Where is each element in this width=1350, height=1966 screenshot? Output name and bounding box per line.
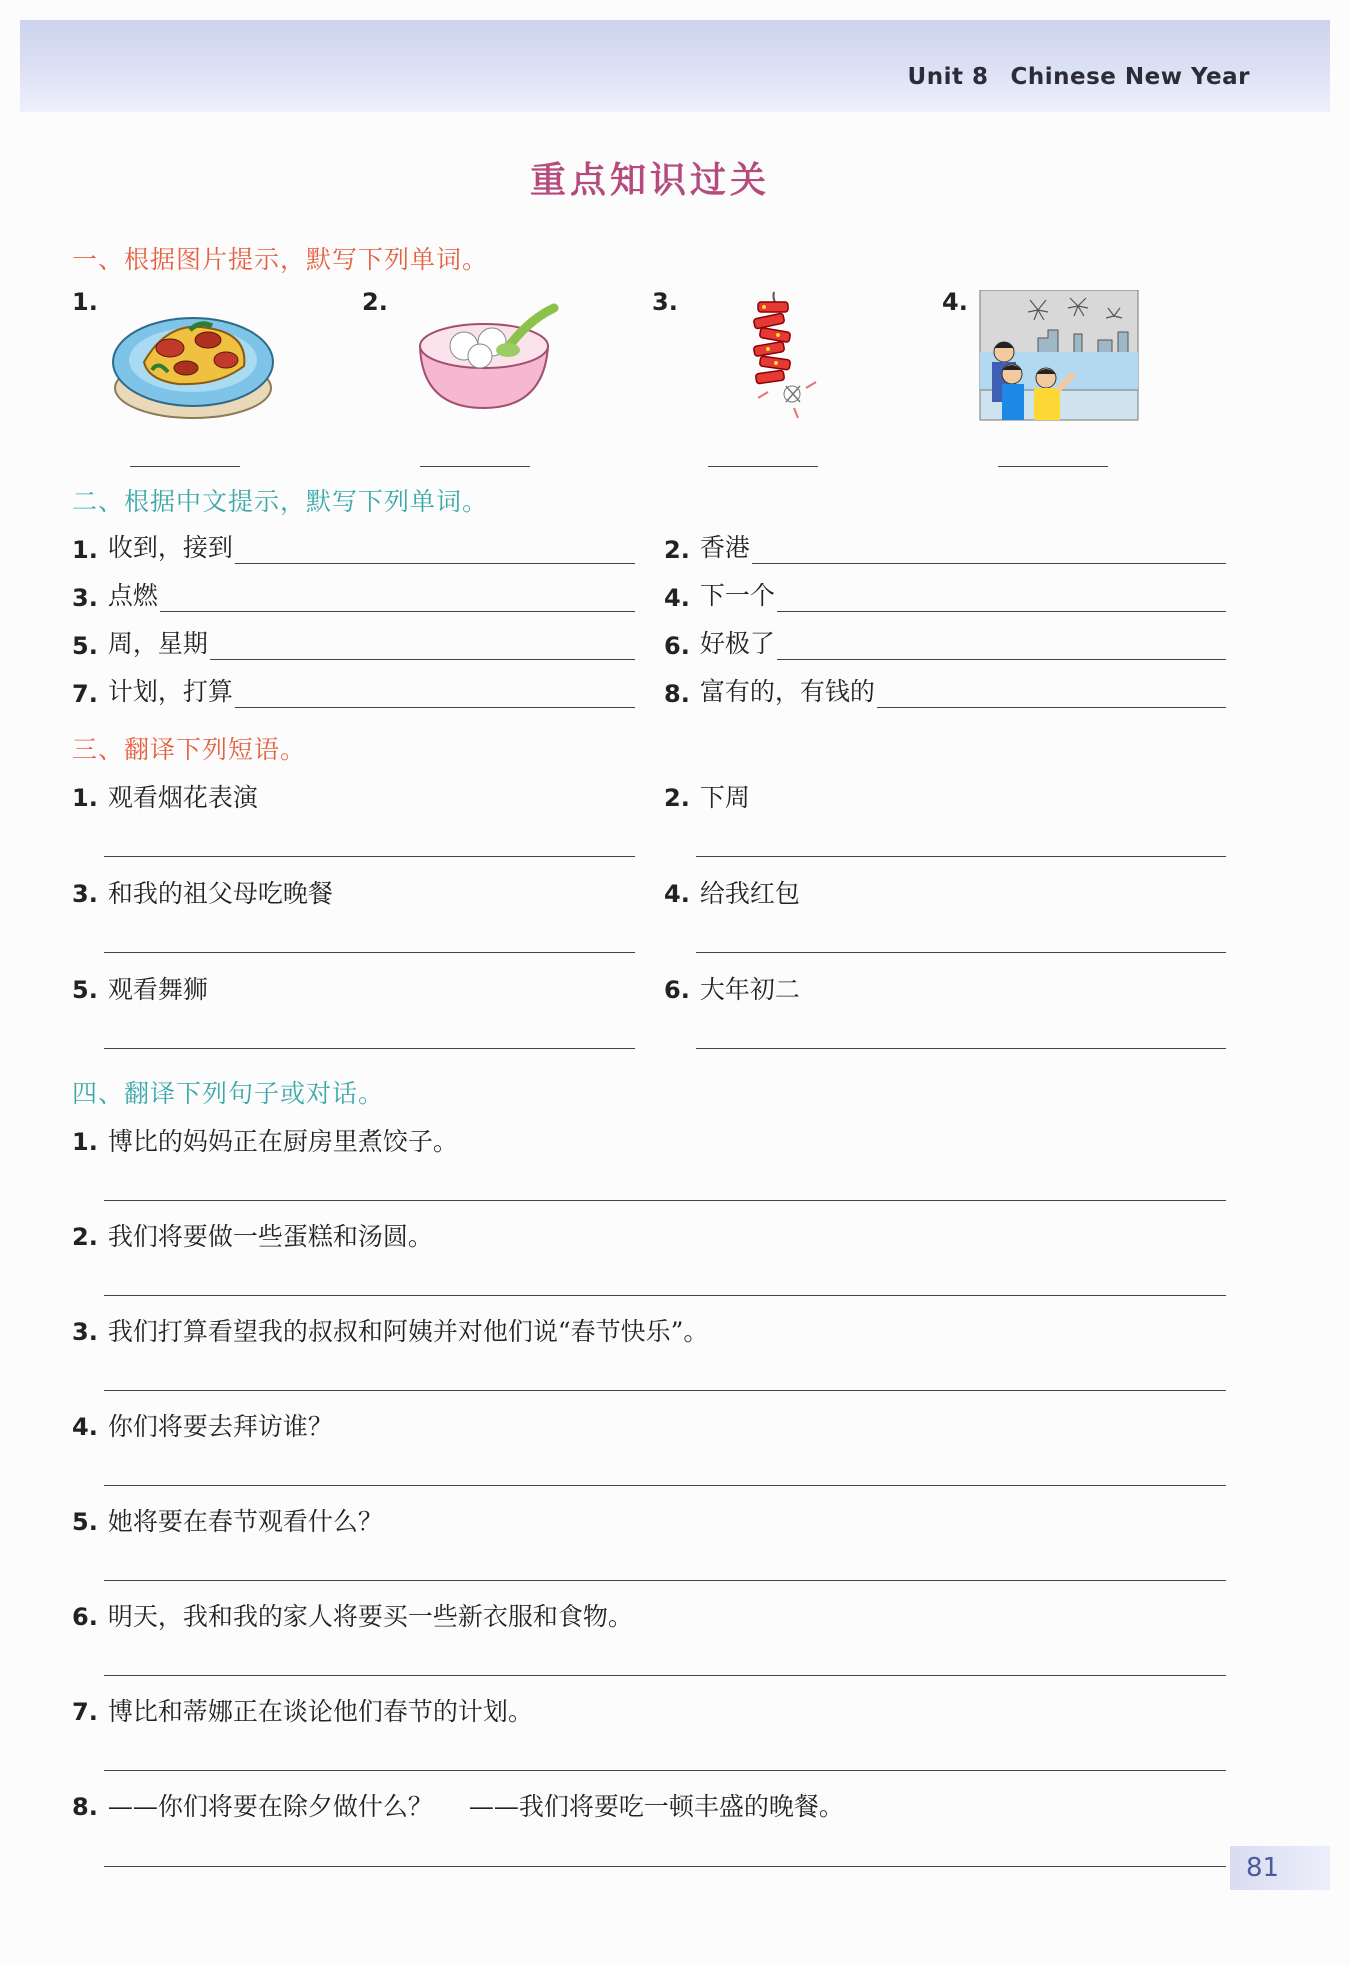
item-number: 7. [72, 680, 98, 708]
item-prompt: 你们将要去拜访谁？ [107, 1412, 333, 1441]
vocab-item-4 [664, 576, 1226, 612]
item-prompt: 博比的妈妈正在厨房里煮饺子。 [107, 1127, 458, 1156]
answer-line[interactable] [696, 856, 1226, 857]
item-number: 1. [72, 288, 98, 316]
item-number: 3. [72, 1318, 98, 1346]
section2-title: 二、根据中文提示，默写下列单词。 [72, 487, 489, 516]
tangyuan-bowl-icon [398, 290, 568, 422]
item-prompt: 我们打算看望我的叔叔和阿姨并对他们说“春节快乐”。 [107, 1317, 709, 1346]
answer-line[interactable] [420, 466, 530, 467]
phrase-item-2 [664, 778, 750, 814]
answer-line[interactable] [708, 466, 818, 467]
item-prompt: 周，星期 [107, 629, 208, 658]
answer-line[interactable] [752, 534, 1226, 564]
phrase-item-5 [72, 970, 208, 1006]
vocab-item-3 [72, 576, 635, 612]
item-number: 3. [72, 584, 98, 612]
answer-line[interactable] [104, 856, 635, 857]
answer-line[interactable] [235, 534, 635, 564]
item-prompt: 点燃 [107, 581, 158, 610]
item-prompt: 观看舞狮 [107, 975, 208, 1004]
item-prompt: 好极了 [699, 629, 775, 658]
sentence-item-6 [72, 1597, 633, 1633]
dumplings-plate-icon [108, 290, 278, 422]
answer-line[interactable] [104, 1200, 1226, 1201]
answer-line[interactable] [104, 1580, 1226, 1581]
item-prompt: 博比和蒂娜正在谈论他们春节的计划。 [107, 1697, 533, 1726]
sentence-item-5 [72, 1502, 383, 1538]
item-number: 5. [72, 1508, 98, 1536]
item-prompt: 下周 [699, 783, 750, 812]
vocab-item-8 [664, 672, 1226, 708]
item-number: 1. [72, 784, 98, 812]
fireworks-scene-icon [978, 290, 1148, 422]
item-number: 5. [72, 632, 98, 660]
answer-line[interactable] [235, 678, 635, 708]
item-number: 6. [664, 976, 690, 1004]
item-prompt: 富有的，有钱的 [699, 677, 875, 706]
sentence-item-2 [72, 1217, 433, 1253]
item-prompt: 计划，打算 [107, 677, 233, 706]
dialogue-question: ——你们将要在除夕做什么？ [107, 1792, 433, 1821]
item-number: 2. [72, 1223, 98, 1251]
unit-header [908, 64, 1250, 90]
item-number: 6. [72, 1603, 98, 1631]
vocab-item-7 [72, 672, 635, 708]
item-prompt: 香港 [699, 533, 750, 562]
dialogue-answer: ——我们将要吃一顿丰盛的晚餐。 [468, 1792, 844, 1821]
firecrackers-icon [688, 290, 858, 422]
phrase-item-3 [72, 874, 333, 910]
item-number: 6. [664, 632, 690, 660]
item-number: 4. [72, 1413, 98, 1441]
sentence-item-8 [72, 1787, 844, 1823]
item-prompt: 大年初二 [699, 975, 800, 1004]
section3-title: 三、翻译下列短语。 [72, 735, 307, 764]
item-number: 1. [72, 1128, 98, 1156]
item-number: 3. [652, 288, 678, 316]
answer-line[interactable] [104, 1295, 1226, 1296]
item-prompt: 观看烟花表演 [107, 783, 258, 812]
page-number: 81 [1230, 1846, 1330, 1890]
item-number: 2. [664, 536, 690, 564]
answer-line[interactable] [696, 1048, 1226, 1049]
phrase-item-4 [664, 874, 800, 910]
phrase-item-6 [664, 970, 800, 1006]
item-number: 4. [664, 880, 690, 908]
item-number: 2. [362, 288, 388, 316]
page-title: 重点知识过关 [529, 160, 770, 201]
item-prompt: 明天，我和我的家人将要买一些新衣服和食物。 [107, 1602, 633, 1631]
vocab-item-2 [664, 528, 1226, 564]
item-prompt: 和我的祖父母吃晚餐 [107, 879, 333, 908]
answer-line[interactable] [104, 1048, 635, 1049]
sentence-item-1 [72, 1122, 458, 1158]
vocab-item-6 [664, 624, 1226, 660]
sentence-item-3 [72, 1312, 708, 1348]
item-prompt: 她将要在春节观看什么？ [107, 1507, 383, 1536]
item-number: 4. [664, 584, 690, 612]
answer-line[interactable] [160, 582, 635, 612]
item-number: 1. [72, 536, 98, 564]
item-number: 4. [942, 288, 968, 316]
answer-line[interactable] [877, 678, 1226, 708]
answer-line[interactable] [777, 630, 1226, 660]
item-prompt: 我们将要做一些蛋糕和汤圆。 [107, 1222, 433, 1251]
phrase-item-1 [72, 778, 258, 814]
vocab-item-5 [72, 624, 635, 660]
section1-title: 一、根据图片提示，默写下列单词。 [72, 245, 489, 274]
unit-title: Chinese New Year [1010, 64, 1250, 90]
answer-line[interactable] [104, 1675, 1226, 1676]
vocab-item-1 [72, 528, 635, 564]
item-number: 8. [72, 1793, 98, 1821]
item-number: 5. [72, 976, 98, 1004]
answer-line[interactable] [104, 1866, 1226, 1867]
answer-line[interactable] [130, 466, 240, 467]
section4-title: 四、翻译下列句子或对话。 [72, 1079, 385, 1108]
answer-line[interactable] [104, 1485, 1226, 1486]
item-number: 3. [72, 880, 98, 908]
answer-line[interactable] [104, 1390, 1226, 1391]
answer-line[interactable] [696, 952, 1226, 953]
item-prompt: 收到，接到 [107, 533, 233, 562]
item-prompt: 下一个 [699, 581, 775, 610]
sentence-item-4 [72, 1407, 333, 1443]
unit-label: Unit 8 [907, 64, 989, 90]
item-number: 8. [664, 680, 690, 708]
sentence-item-7 [72, 1692, 533, 1728]
answer-line[interactable] [777, 582, 1226, 612]
answer-line[interactable] [104, 952, 635, 953]
item-prompt: 给我红包 [699, 879, 800, 908]
item-number: 2. [664, 784, 690, 812]
answer-line[interactable] [998, 466, 1108, 467]
answer-line[interactable] [104, 1770, 1226, 1771]
answer-line[interactable] [210, 630, 635, 660]
item-number: 7. [72, 1698, 98, 1726]
